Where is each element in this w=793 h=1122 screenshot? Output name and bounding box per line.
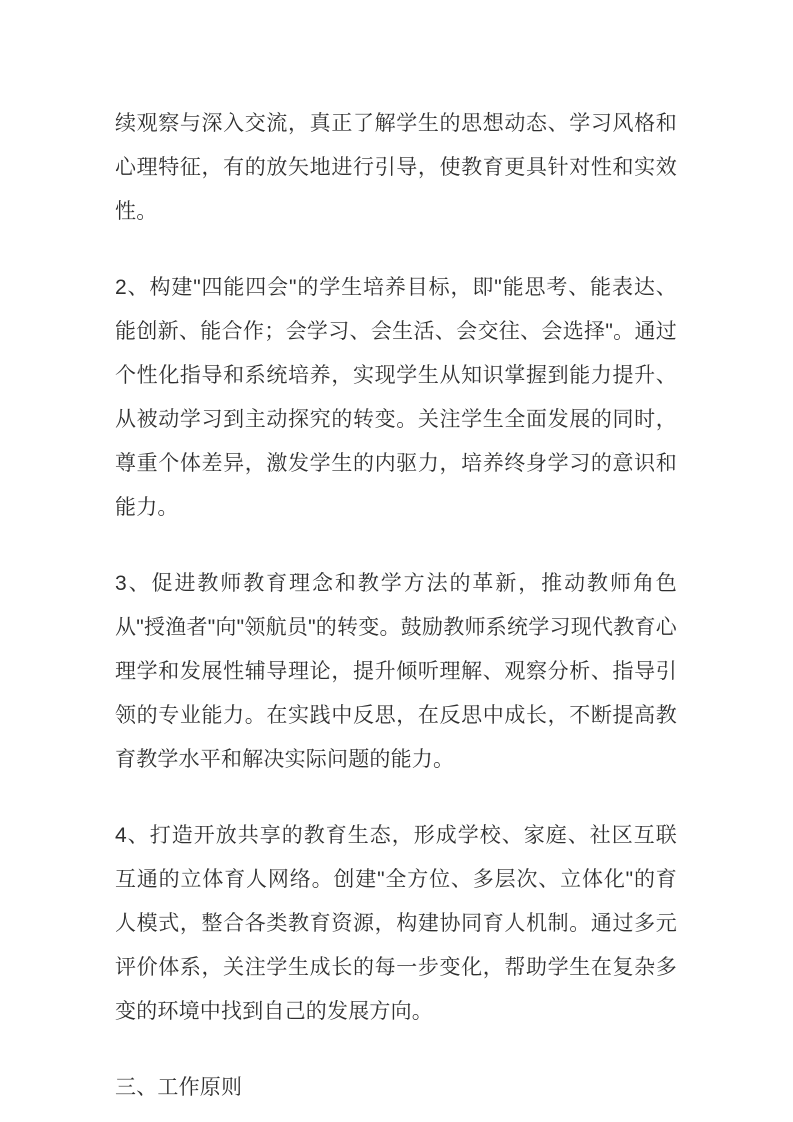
paragraph-item-2: 2、构建"四能四会"的学生培养目标，即"能思考、能表达、能创新、能合作；会学习、会生活、会交往、会选择"。通过个性化指导和系统培养，实现学生从知识掌握到能力提升、从被动学习到主动探究的转变。关注学生全面发展的同时，尊重个体差异，激发学生的内驱力，培养终身学习的意识和能力。 [115,276,677,519]
paragraph-continuation: 续观察与深入交流，真正了解学生的思想动态、学习风格和心理特征，有的放矢地进行引导，使教育更具针对性和实效性。 [115,112,677,223]
section-heading: 三、工作原则 [115,1076,243,1099]
paragraph-item-4: 4、打造开放共享的教育生态，形成学校、家庭、社区互联互通的立体育人网络。创建"全方位、多层次、立体化"的育人模式，整合各类教育资源，构建协同育人机制。通过多元评价体系，关注学生成长的每一步变化，帮助学生在复杂多变的环境中找到自己的发展方向。 [115,824,677,1023]
paragraph-item-3: 3、促进教师教育理念和教学方法的革新，推动教师角色从"授渔者"向"领航员"的转变。鼓励教师系统学习现代教育心理学和发展性辅导理论，提升倾听理解、观察分析、指导引领的专业能力。在实践中反思，在反思中成长，不断提高教育教学水平和解决实际问题的能力。 [115,572,677,771]
document-text-block [115,102,677,1110]
